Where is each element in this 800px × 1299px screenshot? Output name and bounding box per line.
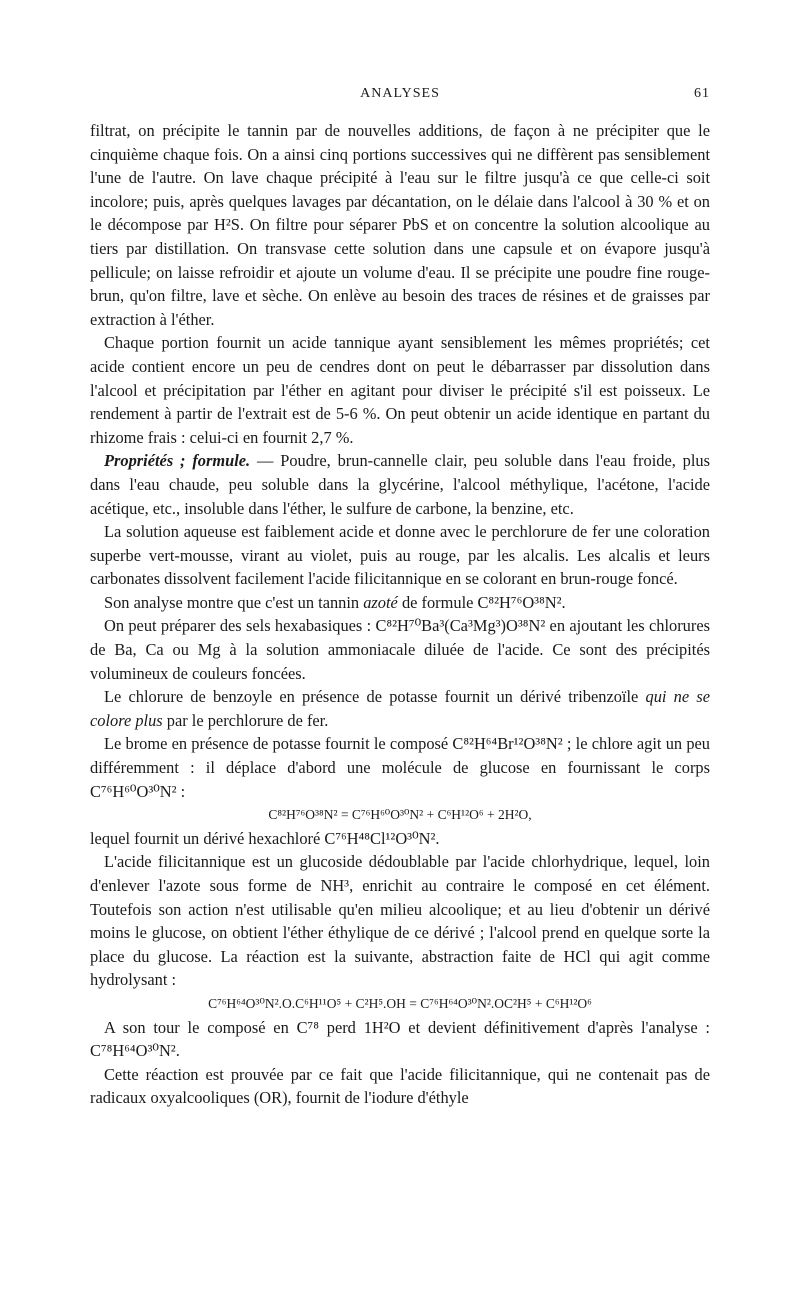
equation-2: C⁷⁶H⁶⁴O³⁰N².O.C⁶H¹¹O⁵ + C²H⁵.OH = C⁷⁶H⁶⁴O³⁰N².OC²H⁵ + C⁶H¹²O⁶ — [208, 995, 592, 1011]
paragraph-benzoyle-b: par le perchlorure de fer. — [162, 710, 329, 730]
paragraph-chaque-portion: Chaque portion fournit un acide tannique ayant sensiblement les mêmes propriétés; cet acide contient encore un peu de cendres dont on peut le débarrasser par dissolution dans l'alcool et précipitation par l'éther en agitant pour diviser le précipité s'il est poisseux. Le rendement à partir de l'extrait est de 5-6 %. On peut obtenir un acide identique en partant du rhizome frais : celui-ci en fournit 2,7 %. — [90, 333, 710, 447]
running-header — [90, 86, 710, 106]
emphasis-azote: azoté — [363, 592, 398, 612]
paragraph-brome: Le brome en présence de potasse fournit le composé C⁸²H⁶⁴Br¹²O³⁸N² ; le chlore agit un peu différemment : il déplace d'abord une molécule de glucose en fournissant le corps C⁷⁶H⁶⁰O³⁰N² : — [90, 734, 710, 801]
paragraph-benzoyle-a: Le chlorure de benzoyle en présence de potasse fournit un dérivé tribenzoïle — [104, 687, 646, 707]
paragraph-benzoyle — [90, 685, 710, 732]
paragraph-proprietes — [90, 449, 710, 520]
paragraph-c78: A son tour le composé en C⁷⁸ perd 1H²O et devient définitivement d'après l'analyse : C⁷⁸H⁶⁴O³⁰N². — [90, 1017, 710, 1061]
equation-1: C⁸²H⁷⁶O³⁸N² = C⁷⁶H⁶⁰O³⁰N² + C⁶H¹²O⁶ + 2H²O, — [268, 807, 532, 823]
emphasis-colore: qui ne se colore plus — [90, 687, 710, 730]
paragraph-sels: On peut préparer des sels hexabasiques : C⁸²H⁷⁰Ba³(Ca³Mg³)O³⁸N² en ajoutant les chlorures de Ba, Ca ou Mg à la solution ammoniacale diluée de l'acide. Ce sont des précipités volumineux de couleurs foncées. — [90, 616, 710, 683]
paragraph-glucoside: L'acide filicitannique est un glucoside dédoublable par l'acide chlorhydrique, lequel, loin d'enlever l'azote sous forme de NH³, enrichit au contraire le composé en cet élément. Toutefois son action n'est utilisable qu'en milieu alcoolique; et au lieu d'obtenir un dérivé moins le glucose, on obtient l'éther éthylique de ce dérivé ; l'alcool prend en quelque sorte la place du glucose. La réaction est la suivante, abstraction faite de HCl qui agit comme hydrolysant : — [90, 852, 710, 990]
paragraph-proprietes-text: — Poudre, brun-cannelle clair, peu soluble dans l'eau froide, plus dans l'eau chaude, peu soluble dans la glycérine, l'alcool méthylique, l'acétone, l'acide acétique, etc., insoluble dans l'éther, le sulfure de carbone, la benzine, etc. — [90, 451, 710, 518]
paragraph-analyse — [90, 591, 710, 615]
page-body — [90, 119, 710, 1110]
paragraph-hexachlore: lequel fournit un dérivé hexachloré C⁷⁶H⁴⁸Cl¹²O³⁰N². — [90, 828, 440, 848]
running-title: ANALYSES — [360, 86, 440, 101]
page-number: 61 — [694, 86, 710, 101]
paragraph-analyse-b: de formule C⁸²H⁷⁶O³⁸N². — [397, 592, 566, 612]
paragraph-reaction: Cette réaction est prouvée par ce fait que l'acide filicitannique, qui ne contenait pas de radicaux oxyalcooliques (OR), fournit de l'iodure d'éthyle — [90, 1064, 710, 1108]
paragraph-solution-aqueuse: La solution aqueuse est faiblement acide et donne avec le perchlorure de fer une coloration superbe vert-mousse, virant au violet, puis au rouge, par les alcalis. Les alcalis et leurs carbonates dissolvent facilement l'acide filicitannique en se colorant en brun-rouge foncé. — [90, 522, 710, 589]
paragraph-analyse-a: Son analyse montre que c'est un tannin — [104, 592, 364, 612]
section-heading-proprietes: Propriétés ; formule. — [104, 451, 251, 471]
paragraph-filtrat: filtrat, on précipite le tannin par de nouvelles additions, de façon à ne précipiter que le cinquième chaque fois. On a ainsi cinq portions successives qui ne diffèrent pas sensiblement l'une de l'autre. On lave chaque précipité à l'eau sur le filtre jusqu'à ce que celle-ci soit incolore; puis, après quelques lavages par décantation, on le délaie dans l'alcool à 30 % et on le décompose par H²S. On filtre pour séparer PbS et on concentre la solution alcoolique au tiers par distillation. On transvase cette solution dans une capsule et on évapore jusqu'à pellicule; on laisse refroidir et ajoute un volume d'eau. Il se précipite une poudre fine rouge-brun, qu'on filtre, lave et sèche. On enlève au besoin des traces de résines et de graisses par extraction à l'éther. — [90, 121, 710, 329]
